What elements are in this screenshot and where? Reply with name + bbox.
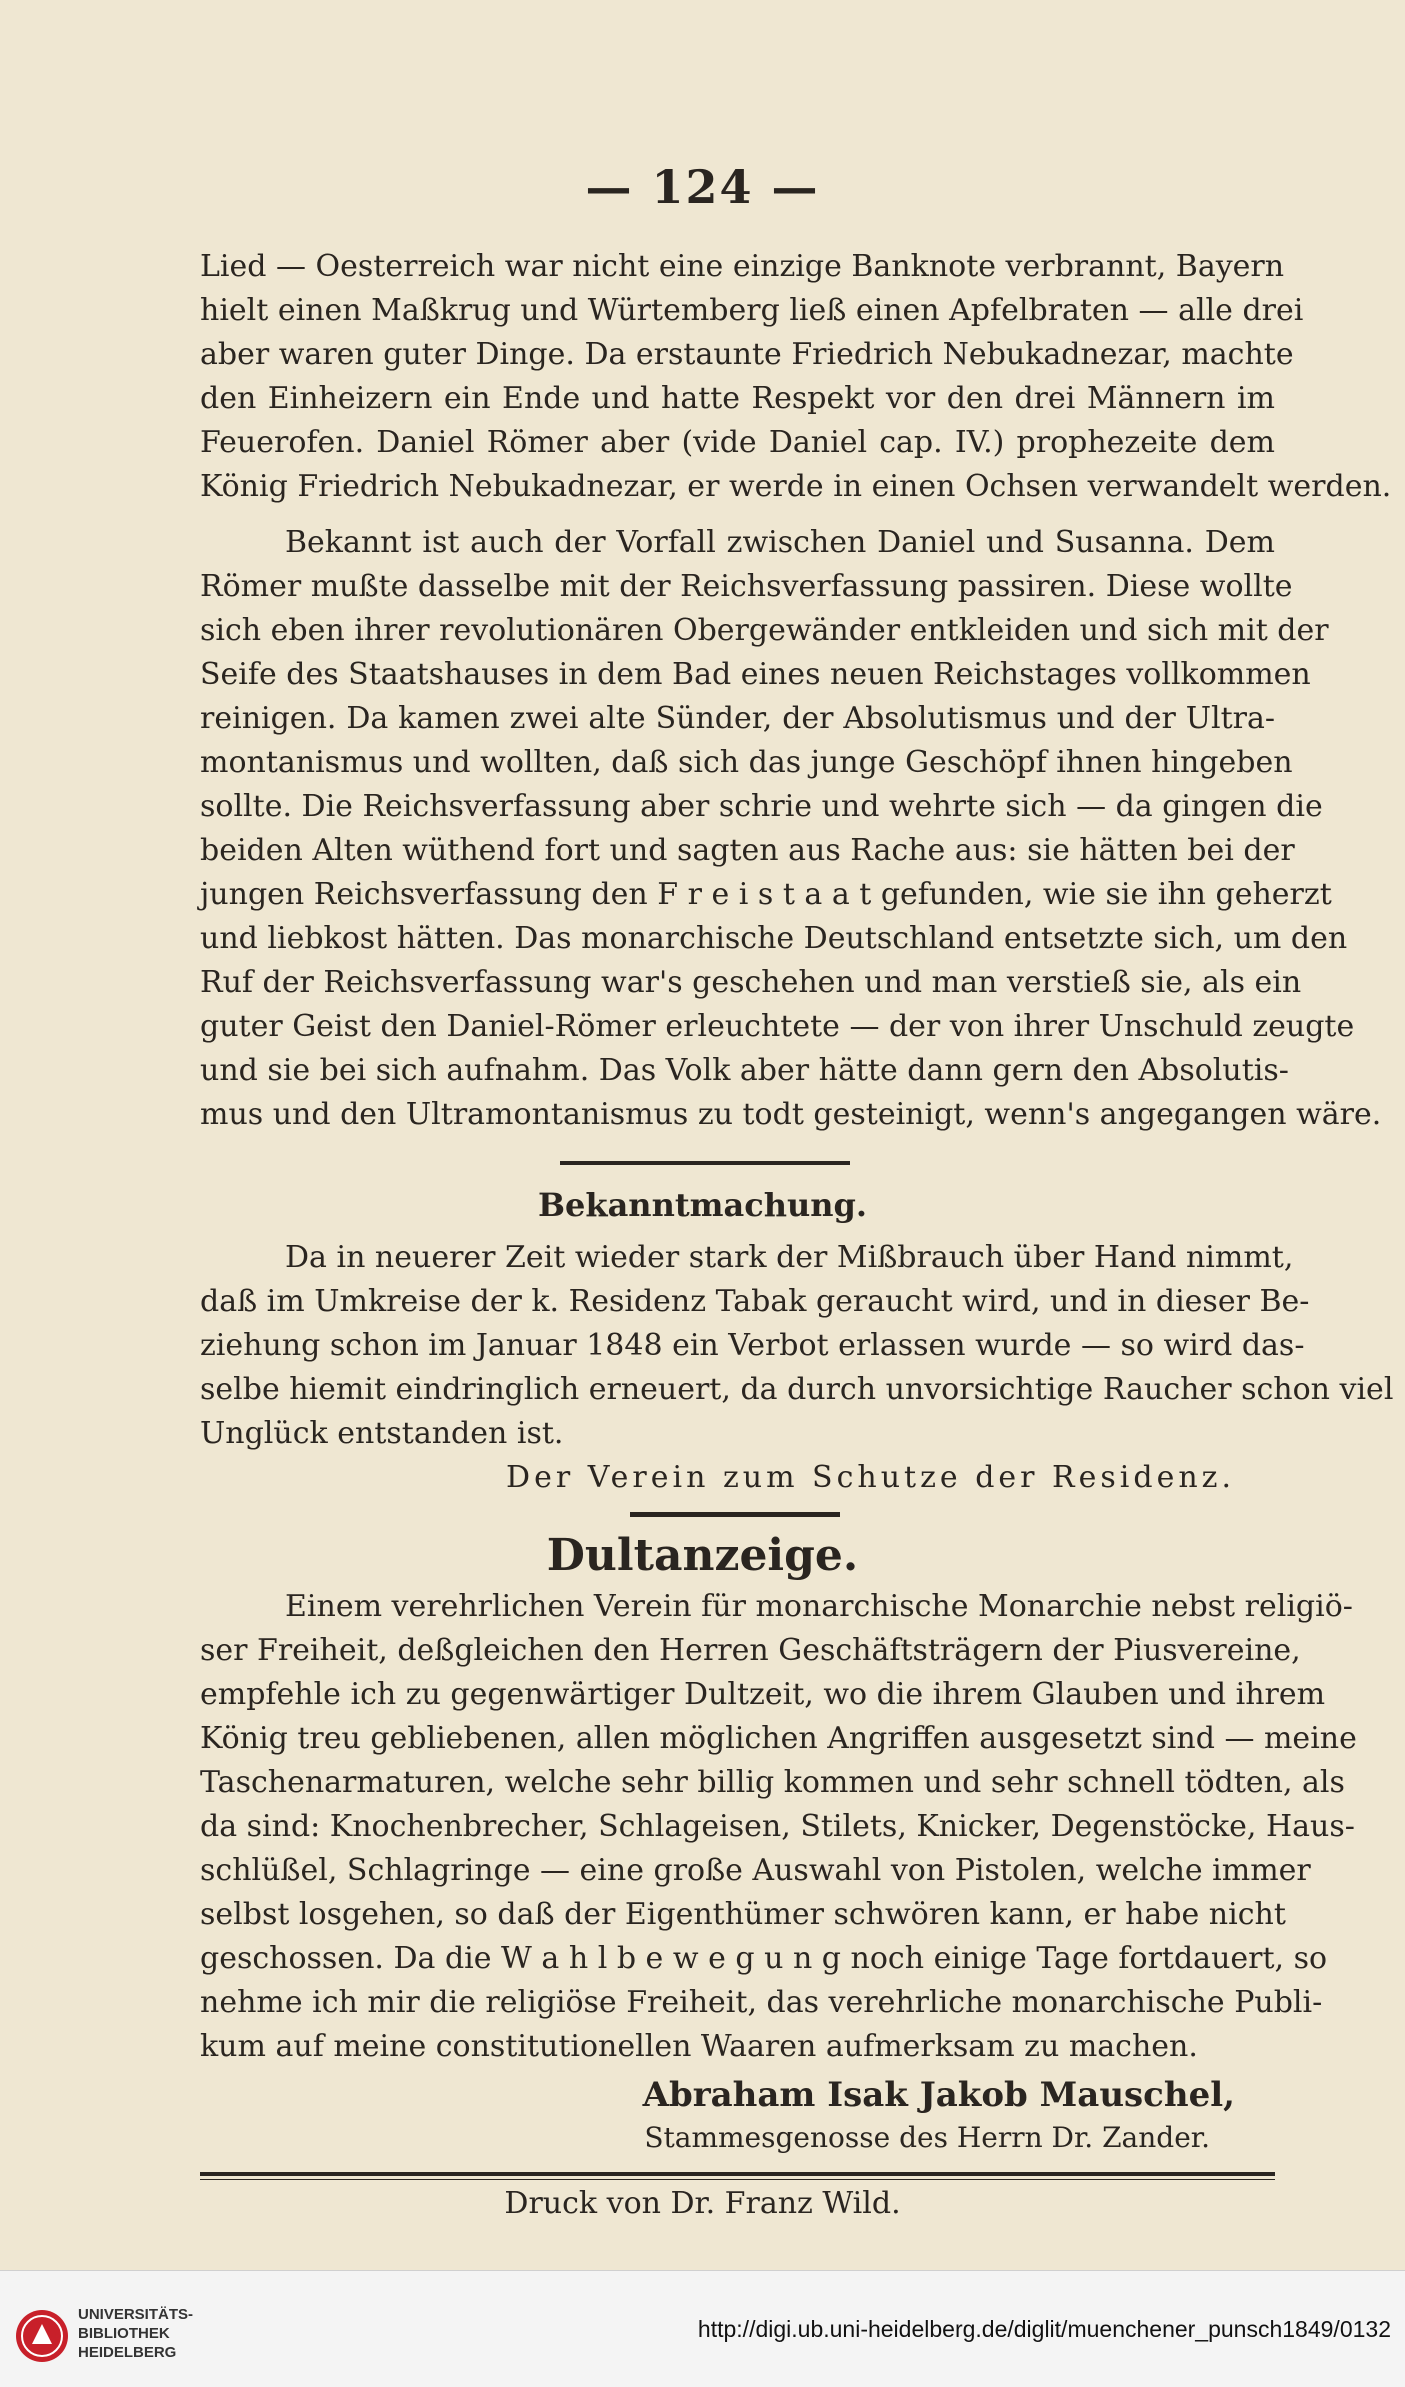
text-line: Unglück entstanden ist. [200,1416,564,1451]
signature-verein: Der Verein zum Schutze der Residenz. [506,1460,1235,1495]
text-line: kum auf meine constitutionellen Waaren aufmerksam zu machen. [200,2029,1198,2064]
text-line: ziehung schon im Januar 1848 ein Verbot erlassen wurde — so wird das- [200,1328,1305,1363]
paragraph-4 [200,1585,1357,2069]
text-line: Seife des Staatshauses in dem Bad eines neuen Reichstages vollkommen [200,657,1311,692]
text-line: König treu gebliebenen, allen möglichen Angriffen ausgesetzt sind — meine [200,1721,1357,1756]
text-line: empfehle ich zu gegenwärtiger Dultzeit, wo die ihrem Glauben und ihrem [200,1677,1326,1712]
text-line: und sie bei sich aufnahm. Das Volk aber hätte dann gern den Absolutis- [200,1053,1289,1088]
text-line: reinigen. Da kamen zwei alte Sünder, der Absolutismus und der Ultra- [200,701,1275,736]
paragraph-1 [200,245,1392,509]
signature-subtitle: Stammesgenosse des Herrn Dr. Zander. [644,2121,1210,2154]
text-line: jungen Reichsverfassung den F r e i s t a a t gefunden, wie sie ihn geherzt [200,877,1332,912]
text-line: Römer mußte dasselbe mit der Reichsverfassung passiren. Diese wollte [200,569,1293,604]
heading-dultanzeige: Dultanzeige. [546,1530,859,1581]
printer-imprint: Druck von Dr. Franz Wild. [504,2186,901,2221]
text-line: selbst losgehen, so daß der Eigenthümer schwören kann, er habe nicht [200,1897,1286,1932]
university-seal-icon [14,2308,70,2364]
imprint-rule [200,2172,1275,2176]
text-line: sollte. Die Reichsverfassung aber schrie und wehrte sich — da gingen die [200,789,1323,824]
text-line: daß im Umkreise der k. Residenz Tabak geraucht wird, und in dieser Be- [200,1284,1310,1319]
library-name[interactable]: UNIVERSITÄTS- BIBLIOTHEK HEIDELBERG [78,2306,194,2361]
text-line: Feuerofen. Daniel Römer aber (vide Daniel cap. IV.) prophezeite dem [200,425,1275,460]
text-line: Lied — Oesterreich war nicht eine einzige Banknote verbrannt, Bayern [200,249,1285,284]
text-line: nehme ich mir die religiöse Freiheit, das verehrliche monarchische Publi- [200,1985,1323,2020]
text-line: guter Geist den Daniel-Römer erleuchtete — der von ihrer Unschuld zeugte [200,1009,1355,1044]
text-line: montanismus und wollten, daß sich das junge Geschöpf ihnen hingeben [200,745,1293,780]
imprint-rule-thin [200,2179,1275,2180]
text-line: mus und den Ultramontanismus zu todt gesteinigt, wenn's angegangen wäre. [200,1097,1382,1132]
text-line: den Einheizern ein Ende und hatte Respekt vor den drei Männern im [200,381,1275,416]
section-divider [630,1512,840,1517]
paragraph-2 [200,521,1382,1137]
text-line: schlüßel, Schlagringe — eine große Auswahl von Pistolen, welche immer [200,1853,1311,1888]
text-line: da sind: Knochenbrecher, Schlageisen, Stilets, Knicker, Degenstöcke, Haus- [200,1809,1355,1844]
text-line: König Friedrich Nebukadnezar, er werde in einen Ochsen verwandelt werden. [200,469,1392,504]
text-line: Ruf der Reichsverfassung war's geschehen und man verstieß sie, als ein [200,965,1302,1000]
paragraph-3 [200,1236,1394,1456]
text-line: Taschenarmaturen, welche sehr billig kommen und sehr schnell tödten, als [200,1765,1345,1800]
text-line: Bekannt ist auch der Vorfall zwischen Daniel und Susanna. Dem [285,525,1275,560]
source-url-link[interactable]: http://digi.ub.uni-heidelberg.de/diglit/muenchener_punsch1849/0132 [697,2316,1391,2342]
page-number: — 124 — [585,160,820,214]
heading-bekanntmachung: Bekanntmachung. [537,1186,867,1224]
signature-name: Abraham Isak Jakob Mauschel, [642,2075,1235,2115]
text-line: selbe hiemit eindringlich erneuert, da durch unvorsichtige Raucher schon viel [200,1372,1394,1407]
text-line: beiden Alten wüthend fort und sagten aus Rache aus: sie hätten bei der [200,833,1295,868]
text-line: ser Freiheit, deßgleichen den Herren Geschäftsträgern der Piusvereine, [200,1633,1301,1668]
text-line: aber waren guter Dinge. Da erstaunte Friedrich Nebukadnezar, machte [200,337,1294,372]
text-line: geschossen. Da die W a h l b e w e g u n g noch einige Tage fortdauert, so [200,1941,1328,1976]
text-line: sich eben ihrer revolutionären Obergewänder entkleiden und sich mit der [200,613,1329,648]
text-line: und liebkost hätten. Das monarchische Deutschland entsetzte sich, um den [200,921,1348,956]
section-divider [560,1161,850,1165]
text-line: Da in neuerer Zeit wieder stark der Mißbrauch über Hand nimmt, [285,1240,1294,1275]
text-line: hielt einen Maßkrug und Würtemberg ließ einen Apfelbraten — alle drei [200,293,1304,328]
text-line: Einem verehrlichen Verein für monarchische Monarchie nebst religiö- [285,1589,1353,1624]
